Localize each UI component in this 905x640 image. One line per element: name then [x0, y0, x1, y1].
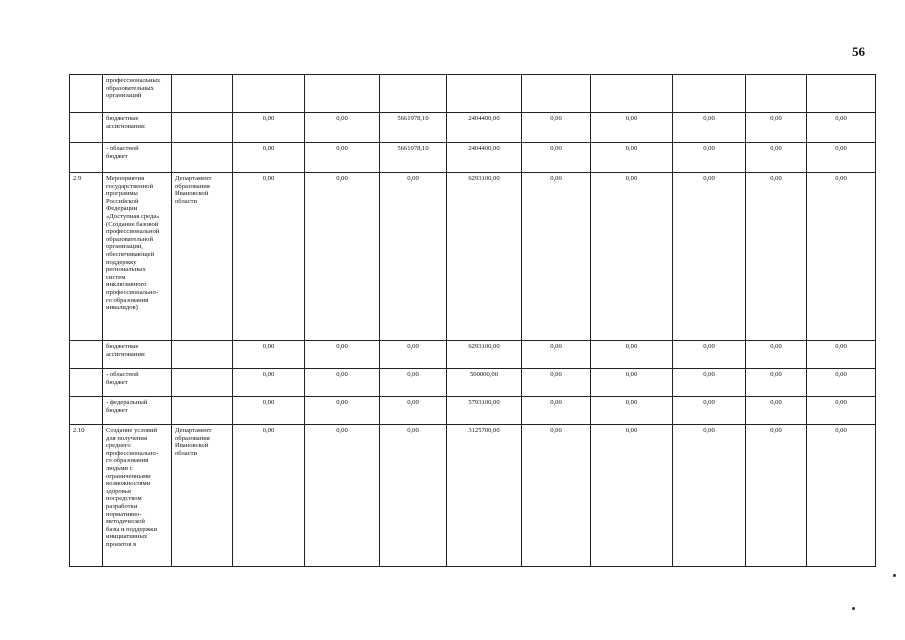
value-cell	[673, 75, 746, 113]
table-row	[70, 113, 876, 143]
value-cell: 0,00	[807, 341, 876, 369]
value-cell: 0,00	[380, 397, 447, 425]
row-name-cell: - областной бюджет	[103, 143, 172, 173]
row-name-cell: профессиональных образовательных организаций	[103, 75, 172, 113]
value-cell	[591, 75, 673, 113]
value-cell	[522, 75, 591, 113]
value-cell: 0,00	[591, 341, 673, 369]
table-row	[70, 369, 876, 397]
value-cell: 0,00	[746, 173, 807, 341]
table-row	[70, 425, 876, 567]
value-cell: 0,00	[305, 425, 380, 567]
value-cell: 0,00	[233, 369, 305, 397]
value-cell: 2404400,00	[447, 143, 522, 173]
value-cell: 0,00	[233, 425, 305, 567]
value-cell: 500000,00	[447, 369, 522, 397]
value-cell: 0,00	[380, 369, 447, 397]
value-cell: 0,00	[233, 341, 305, 369]
value-cell: 0,00	[591, 369, 673, 397]
value-cell	[380, 75, 447, 113]
value-cell: 0,00	[673, 143, 746, 173]
value-cell: 0,00	[233, 397, 305, 425]
value-cell: 0,00	[305, 173, 380, 341]
value-cell: 0,00	[522, 369, 591, 397]
value-cell	[233, 75, 305, 113]
row-index-cell: 2.9	[70, 173, 103, 341]
value-cell: 5793100,00	[447, 397, 522, 425]
value-cell: 0,00	[522, 173, 591, 341]
value-cell: 0,00	[673, 341, 746, 369]
value-cell: 6293100,00	[447, 341, 522, 369]
value-cell	[447, 75, 522, 113]
value-cell: 0,00	[305, 397, 380, 425]
row-executor-cell	[172, 143, 233, 173]
value-cell: 0,00	[591, 397, 673, 425]
value-cell: 5661978,10	[380, 143, 447, 173]
row-index-cell	[70, 75, 103, 113]
value-cell: 0,00	[305, 143, 380, 173]
value-cell: 0,00	[522, 341, 591, 369]
scan-speck	[852, 607, 855, 610]
value-cell: 0,00	[807, 143, 876, 173]
value-cell: 0,00	[233, 143, 305, 173]
value-cell: 5661978,10	[380, 113, 447, 143]
value-cell: 0,00	[807, 173, 876, 341]
row-index-cell	[70, 369, 103, 397]
value-cell: 0,00	[673, 425, 746, 567]
value-cell: 0,00	[673, 369, 746, 397]
row-executor-cell: Департамент образования Ивановской области	[172, 425, 233, 567]
value-cell: 0,00	[522, 425, 591, 567]
table-row	[70, 341, 876, 369]
value-cell: 0,00	[522, 397, 591, 425]
value-cell: 0,00	[746, 369, 807, 397]
value-cell: 0,00	[807, 397, 876, 425]
row-index-cell	[70, 397, 103, 425]
value-cell: 0,00	[522, 143, 591, 173]
row-name-cell: бюджетные ассигнования:	[103, 113, 172, 143]
row-name-cell: бюджетные ассигнования:	[103, 341, 172, 369]
value-cell: 0,00	[673, 113, 746, 143]
value-cell: 0,00	[591, 143, 673, 173]
value-cell: 0,00	[522, 113, 591, 143]
row-executor-cell	[172, 341, 233, 369]
value-cell: 0,00	[591, 173, 673, 341]
value-cell	[807, 75, 876, 113]
row-executor-cell	[172, 75, 233, 113]
value-cell: 0,00	[233, 113, 305, 143]
value-cell: 0,00	[673, 173, 746, 341]
value-cell: 0,00	[746, 341, 807, 369]
scan-speck	[893, 574, 896, 577]
row-executor-cell	[172, 397, 233, 425]
row-name-cell: Создание условий для получения среднего профессионально- го образования людьми с ограниченными возможностями здоровья посредством разработки нормативно- методической базы и поддержки инициативных проектов в	[103, 425, 172, 567]
value-cell	[746, 75, 807, 113]
row-name-cell: Мероприятия государственной программы Российской Федерации «Доступная среда» (Создание базовой профессиональной образовательной организации, обеспечивающей поддержку региональных систем инклюзивного профессионально- го образования инвалидов)	[103, 173, 172, 341]
row-executor-cell: Департамент образования Ивановской области	[172, 173, 233, 341]
value-cell: 0,00	[807, 425, 876, 567]
value-cell: 0,00	[746, 425, 807, 567]
row-executor-cell	[172, 113, 233, 143]
row-index-cell	[70, 113, 103, 143]
row-executor-cell	[172, 369, 233, 397]
value-cell: 0,00	[305, 341, 380, 369]
value-cell	[305, 75, 380, 113]
row-name-cell: - федеральный бюджет	[103, 397, 172, 425]
value-cell: 2404400,00	[447, 113, 522, 143]
value-cell: 0,00	[380, 341, 447, 369]
value-cell: 0,00	[746, 143, 807, 173]
value-cell: 0,00	[591, 425, 673, 567]
table-row	[70, 397, 876, 425]
row-index-cell	[70, 341, 103, 369]
budget-table	[69, 74, 876, 567]
value-cell: 0,00	[746, 397, 807, 425]
value-cell: 0,00	[305, 113, 380, 143]
table-row	[70, 143, 876, 173]
page-number: 56	[852, 44, 865, 59]
value-cell: 0,00	[746, 113, 807, 143]
row-name-cell: - областной бюджет	[103, 369, 172, 397]
value-cell: 0,00	[305, 369, 380, 397]
value-cell: 0,00	[380, 425, 447, 567]
value-cell: 0,00	[380, 173, 447, 341]
table-row	[70, 75, 876, 113]
row-index-cell	[70, 143, 103, 173]
value-cell: 0,00	[807, 369, 876, 397]
value-cell: 0,00	[233, 173, 305, 341]
value-cell: 0,00	[673, 397, 746, 425]
value-cell: 6293100,00	[447, 173, 522, 341]
value-cell: 0,00	[807, 113, 876, 143]
table-row	[70, 173, 876, 341]
value-cell: 3125700,00	[447, 425, 522, 567]
value-cell: 0,00	[591, 113, 673, 143]
row-index-cell: 2.10	[70, 425, 103, 567]
